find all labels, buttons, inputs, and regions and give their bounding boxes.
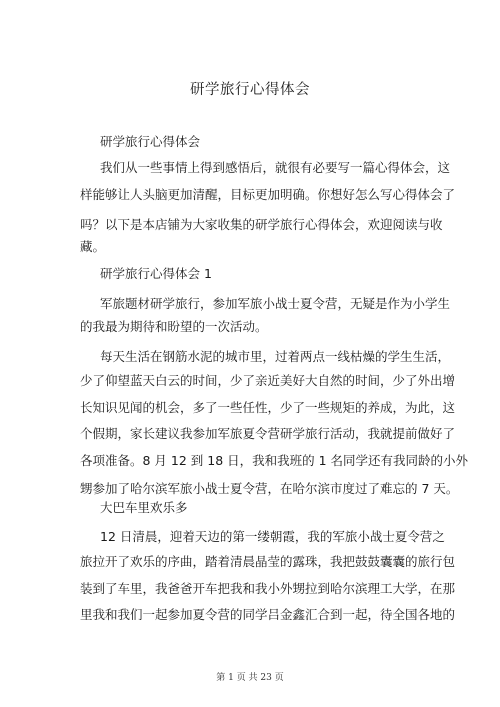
paragraph-line: 少了仰望蓝天白云的时间，少了亲近美好大自然的时间，少了外出增 bbox=[80, 373, 456, 388]
section-subheading: 大巴车里欢乐多 bbox=[100, 500, 188, 515]
paragraph-line: 12 日清晨，迎着天边的第一缕朝霞，我的军旅小战士夏令营之 bbox=[100, 529, 445, 544]
paragraph-line: 甥参加了哈尔滨军旅小战士夏令营，在哈尔滨市度过了难忘的 7 天。 bbox=[80, 481, 459, 496]
paragraph-line: 军旅题材研学旅行，参加军旅小战士夏令营，无疑是作为小学生 bbox=[100, 296, 451, 311]
section-heading: 研学旅行心得体会 bbox=[100, 134, 201, 149]
paragraph-line: 各项准备。8 月 12 到 18 日，我和我班的 1 名同学还有我同龄的小外 bbox=[80, 453, 469, 468]
paragraph-line: 个假期，家长建议我参加军旅夏令营研学旅行活动，我就提前做好了 bbox=[80, 426, 456, 441]
paragraph-line: 装到了车里，我爸爸开车把我和我小外甥拉到哈尔滨理工大学，在那 bbox=[80, 581, 456, 596]
paragraph-line: 样能够让人头脑更加清醒，目标更加明确。你想好怎么写心得体会了 bbox=[80, 187, 456, 202]
document-title: 研学旅行心得体会 bbox=[190, 82, 310, 98]
paragraph-line: 我们从一些事情上得到感悟后，就很有必要写一篇心得体会，这 bbox=[100, 160, 451, 175]
paragraph-line: 每天生活在钢筋水泥的城市里，过着两点一线枯燥的学生生活， bbox=[100, 349, 451, 364]
paragraph-line: 里我和我们一起参加夏令营的同学吕金鑫汇合到一起，待全国各地的 bbox=[80, 607, 456, 622]
paragraph-line: 藏。 bbox=[80, 239, 106, 254]
paragraph-line: 的我最为期待和盼望的一次活动。 bbox=[80, 319, 268, 334]
paragraph-line: 长知识见闻的机会，多了一些任性，少了一些规矩的养成，为此，这 bbox=[80, 400, 456, 415]
paragraph-line: 旅拉开了欢乐的序曲，踏着清晨晶莹的露珠，我把鼓鼓囊囊的旅行包 bbox=[80, 554, 456, 569]
page-footer: 第 1 页 共 23 页 bbox=[216, 673, 284, 683]
paragraph-line: 吗？以下是本店铺为大家收集的研学旅行心得体会，欢迎阅读与收 bbox=[80, 217, 443, 232]
section-heading: 研学旅行心得体会 1 bbox=[100, 266, 212, 281]
